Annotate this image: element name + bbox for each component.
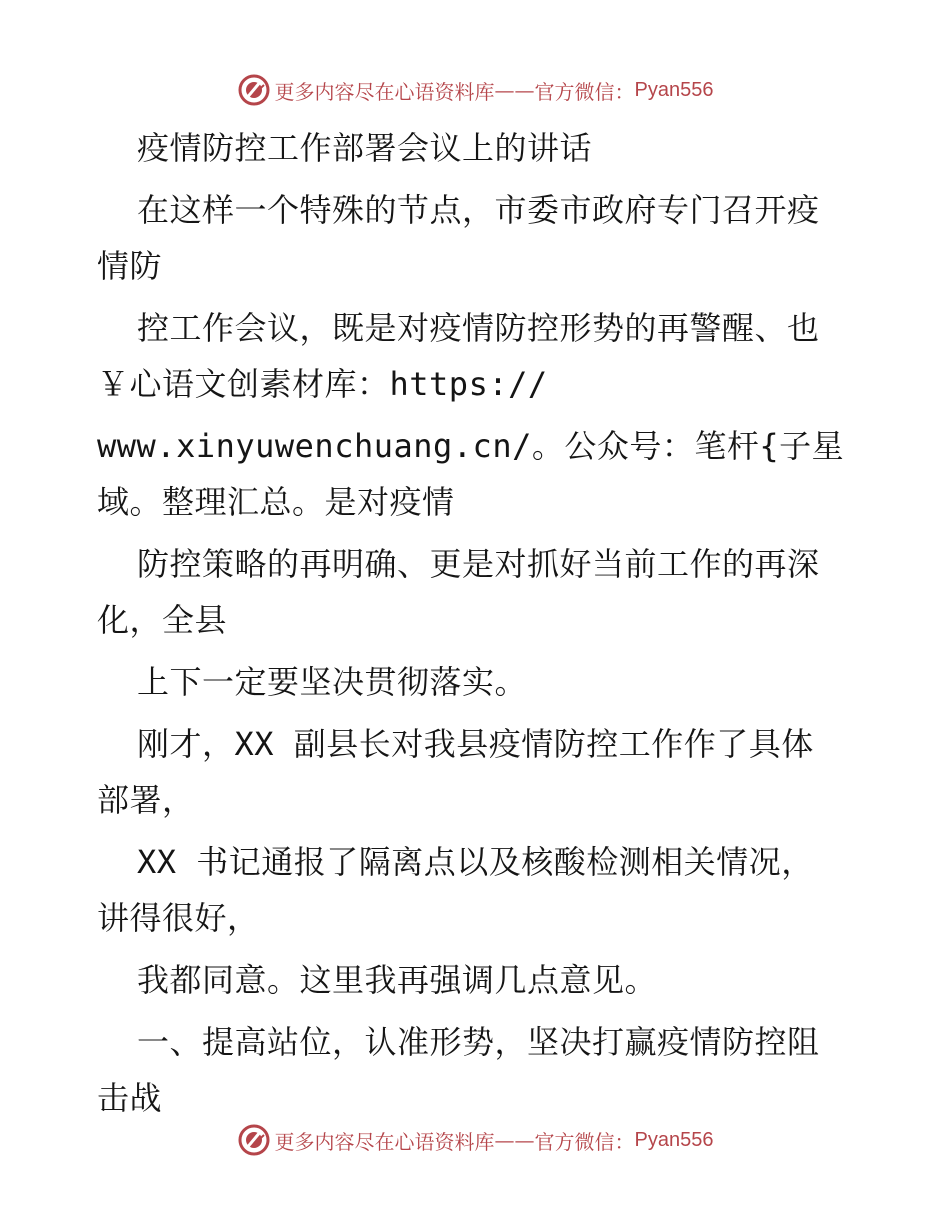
text-line: ￥心语文创素材库：https:// — [97, 365, 548, 403]
text-line: 击战 — [97, 1079, 163, 1117]
footer-banner — [0, 1120, 950, 1160]
banner-text: 更多内容尽在心语资料库 — [274, 1129, 495, 1154]
text-line: www.xinyuwenchuang.cn/。公众号：笔杆{子星 — [97, 427, 845, 465]
section-heading: 一、提高站位，认准形势，坚决打赢疫情防控阻 — [137, 1023, 820, 1061]
banner-text: 更多内容尽在心语资料库 — [274, 79, 495, 104]
text-line: 化，全县 — [97, 601, 228, 639]
text-line: XX 书记通报了隔离点以及核酸检测相关情况， — [137, 843, 814, 881]
banner-separator: —— — [494, 1128, 535, 1152]
banner-wechat-label: 官方微信： — [534, 1129, 635, 1154]
text-line: 防控策略的再明确、更是对抓好当前工作的再深 — [137, 545, 820, 583]
text-line: 上下一定要坚决贯彻落实。 — [137, 663, 528, 701]
text-line: 情防 — [97, 247, 163, 285]
text-line: 部署， — [97, 781, 195, 819]
text-line: 我都同意。这里我再强调几点意见。 — [137, 961, 658, 999]
banner-separator: —— — [494, 78, 535, 102]
banner-wechat-id: Pyan556 — [634, 1128, 714, 1151]
seal-logo-icon — [237, 1123, 271, 1157]
text-line: 讲得很好， — [97, 899, 260, 937]
banner-wechat-id: Pyan556 — [634, 78, 714, 101]
seal-logo-icon — [237, 73, 271, 107]
text-line: 刚才，XX 副县长对我县疫情防控工作作了具体 — [137, 725, 814, 763]
text-line: 在这样一个特殊的节点，市委市政府专门召开疫 — [137, 191, 820, 229]
banner-wechat-label: 官方微信： — [534, 79, 635, 104]
document-body — [97, 120, 857, 1126]
header-banner — [0, 70, 950, 110]
text-line: 控工作会议，既是对疫情防控形势的再警醒、也 — [137, 309, 820, 347]
document-title: 疫情防控工作部署会议上的讲话 — [137, 129, 593, 167]
text-line: 域。整理汇总。是对疫情 — [97, 483, 455, 521]
